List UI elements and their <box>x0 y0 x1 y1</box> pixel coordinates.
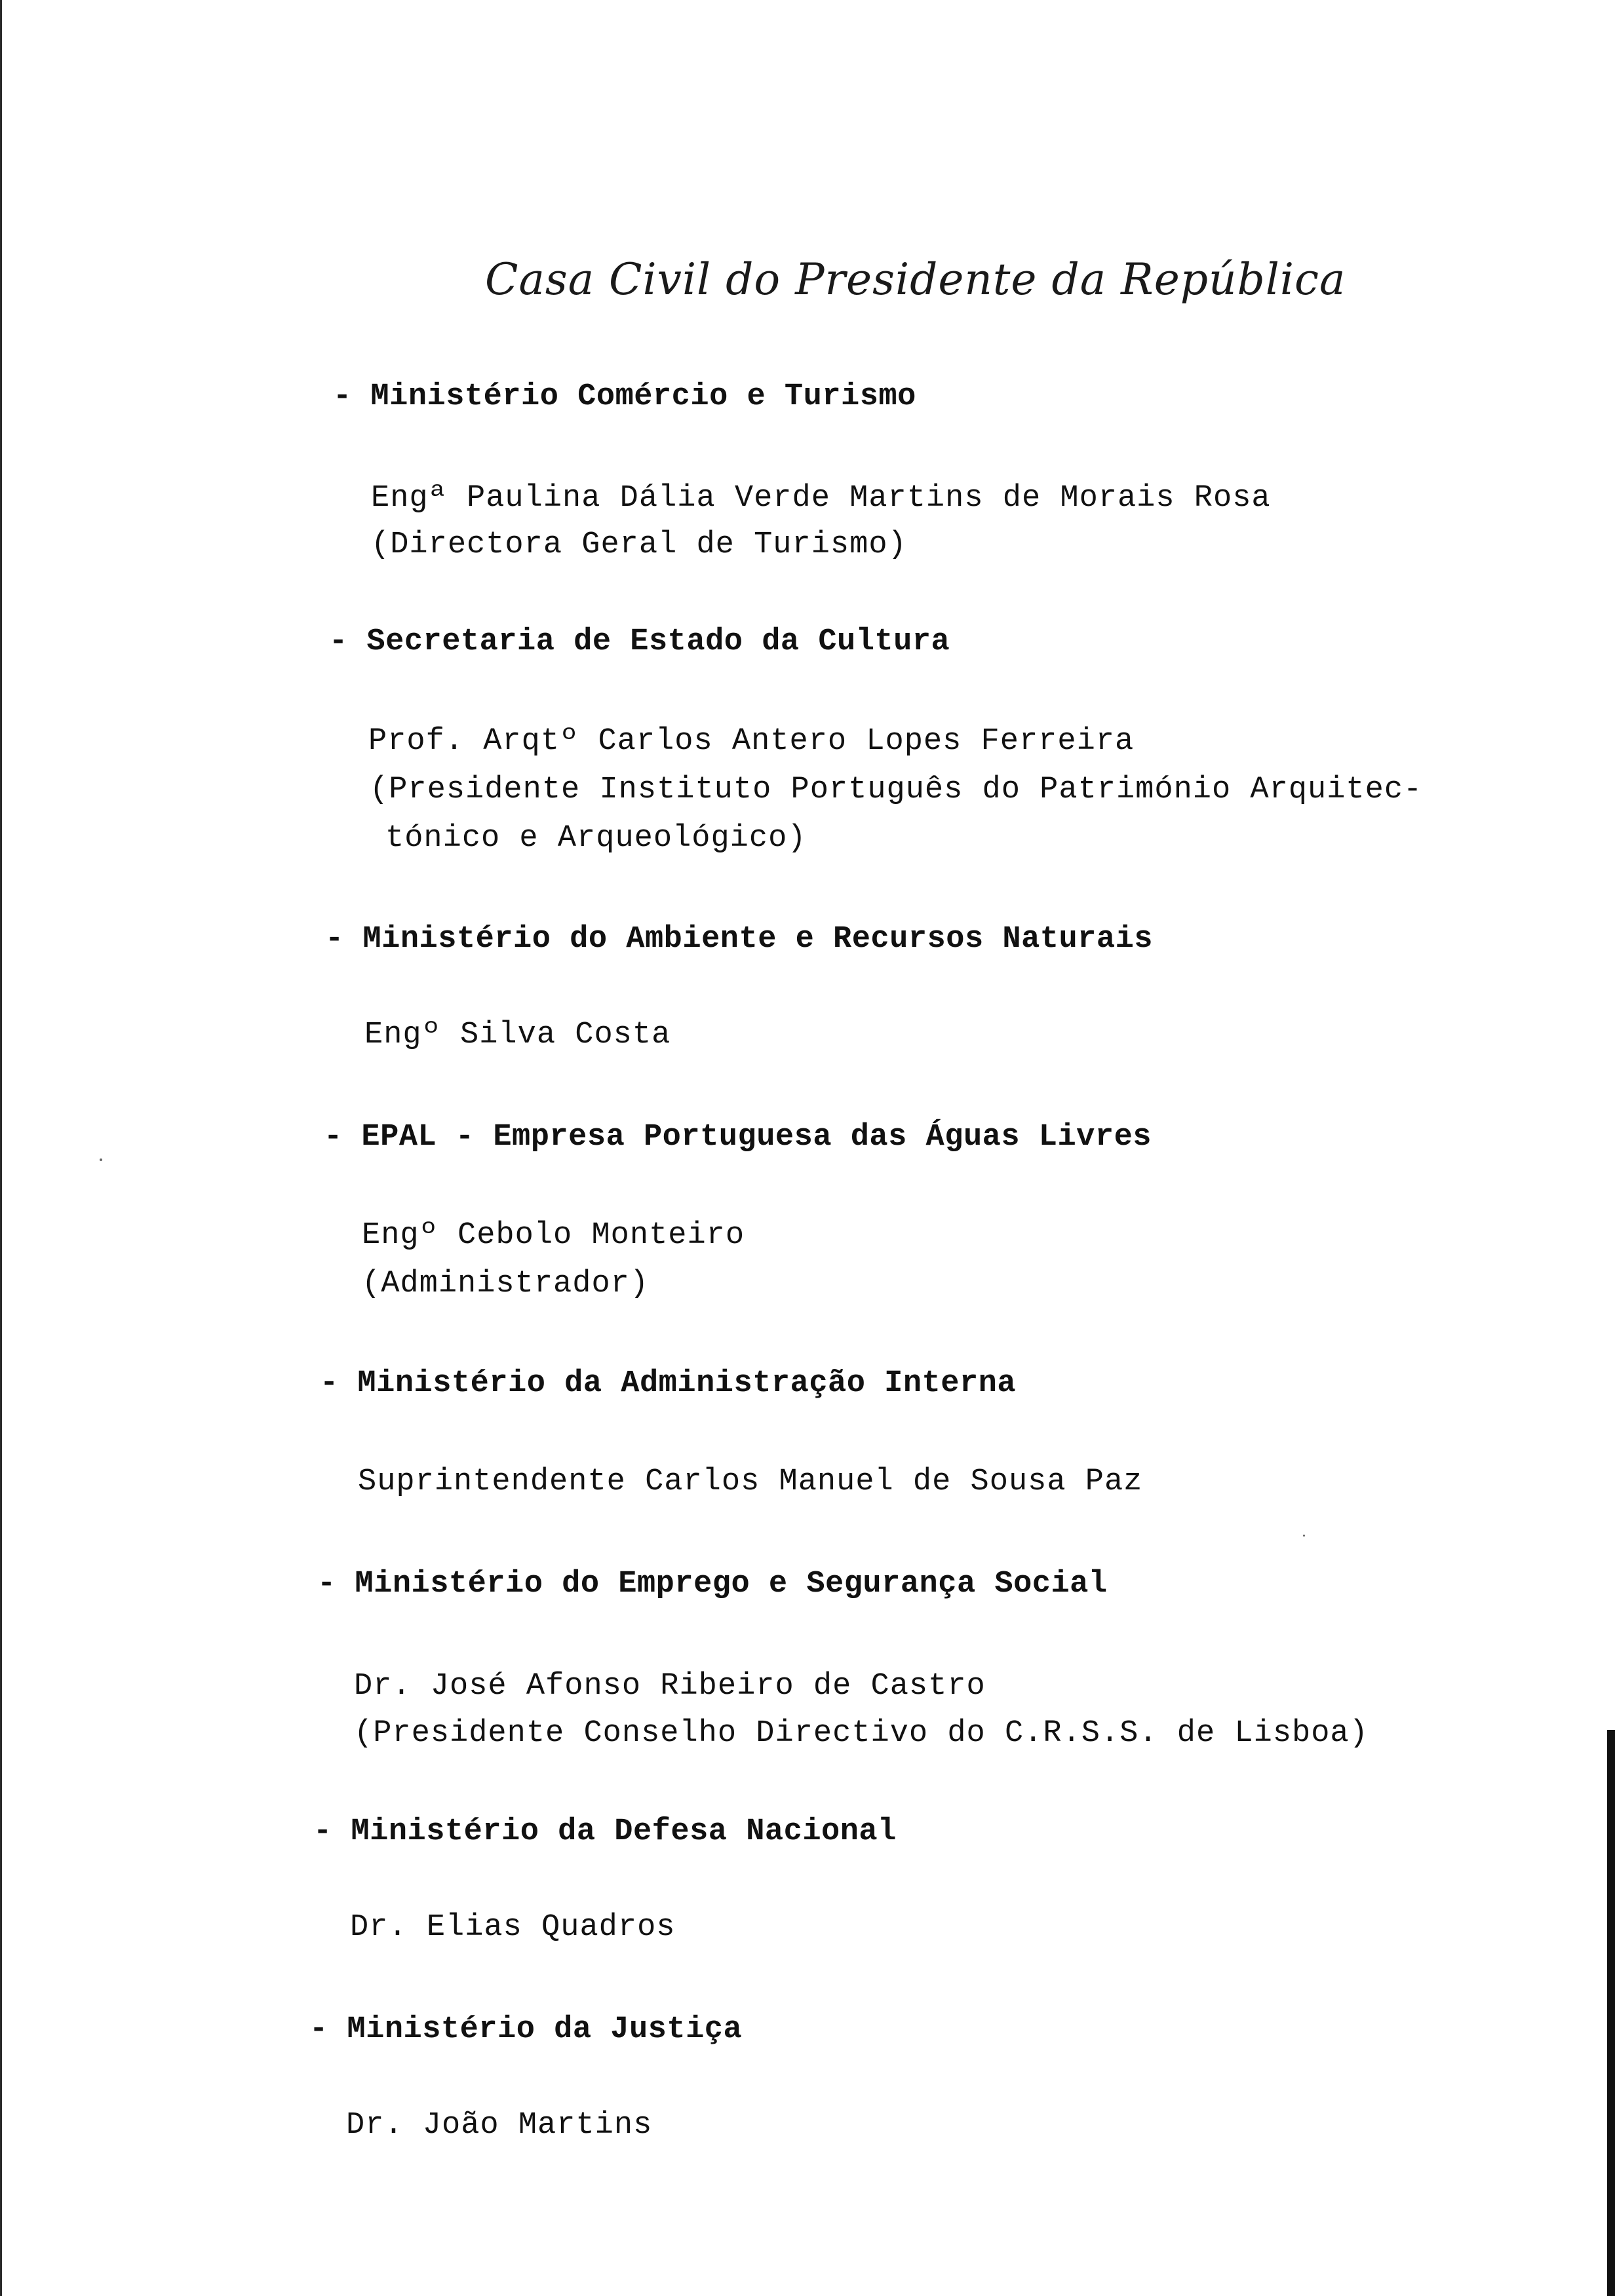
section-heading: - EPAL - Empresa Portuguesa das Águas Livres <box>324 1120 1152 1155</box>
section-line: (Directora Geral de Turismo) <box>371 527 907 562</box>
section-heading: - Ministério da Defesa Nacional <box>313 1814 897 1849</box>
section-line: (Presidente Conselho Directivo do C.R.S.S. de Lisboa) <box>354 1716 1369 1751</box>
section-line: Dr. José Afonso Ribeiro de Castro <box>354 1669 986 1704</box>
scan-edge-left <box>0 0 2 2296</box>
letterhead: Casa Civil do Presidente da República <box>485 254 1346 305</box>
scan-edge-right <box>1607 1730 1615 2296</box>
section-heading: - Ministério do Emprego e Segurança Social <box>317 1567 1108 1601</box>
scan-speck <box>100 1158 102 1161</box>
section-line: tónico e Arqueológico) <box>385 821 807 856</box>
section-line: Engº Cebolo Monteiro <box>362 1218 745 1253</box>
section-heading: - Ministério do Ambiente e Recursos Naturais <box>325 922 1154 957</box>
section-line: Prof. Arqtº Carlos Antero Lopes Ferreira <box>368 724 1135 759</box>
section-line: Engº Silva Costa <box>364 1018 671 1052</box>
section-line: Dr. João Martins <box>346 2108 653 2143</box>
section-heading: - Ministério da Administração Interna <box>320 1366 1017 1401</box>
section-line: Engª Paulina Dália Verde Martins de Morais Rosa <box>371 481 1271 516</box>
section-heading: - Ministério Comércio e Turismo <box>333 379 916 414</box>
section-heading: - Secretaria de Estado da Cultura <box>329 624 950 659</box>
section-line: (Administrador) <box>362 1267 650 1301</box>
section-line: Dr. Elias Quadros <box>350 1910 676 1945</box>
section-line: (Presidente Instituto Português do Património Arquitec- <box>370 773 1423 807</box>
scan-speck <box>1303 1535 1305 1537</box>
section-line: Suprintendente Carlos Manuel de Sousa Paz <box>358 1464 1143 1499</box>
section-heading: - Ministério da Justiça <box>309 2012 743 2047</box>
